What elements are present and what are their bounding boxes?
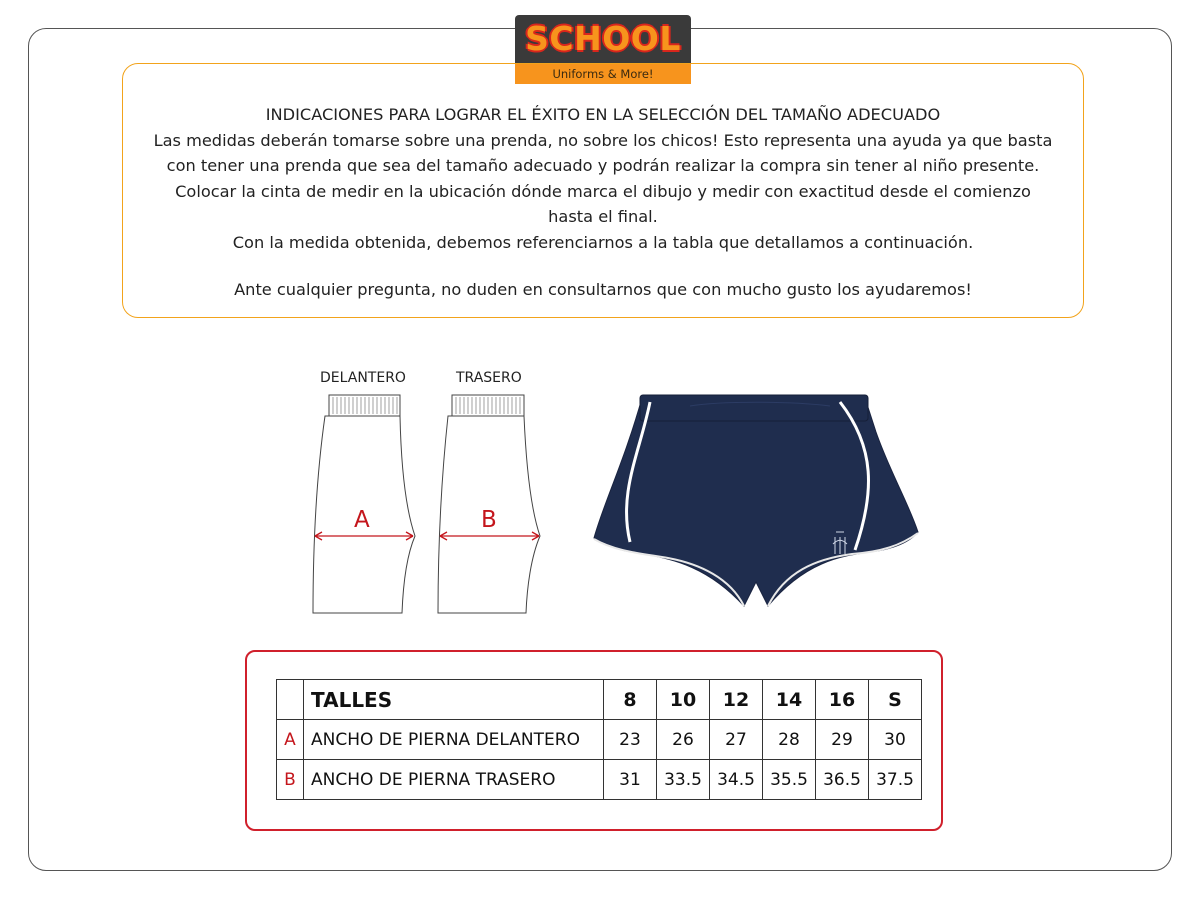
table-cell: 33.5 [657, 760, 710, 800]
table-cell: 34.5 [710, 760, 763, 800]
table-cell [277, 680, 304, 720]
instructions-line: Las medidas deberán tomarse sobre una prenda, no sobre los chicos! Esto representa una ayuda ya que basta [153, 130, 1053, 150]
instructions-line: hasta el final. [548, 207, 658, 226]
instructions-line: con tener una prenda que sea del tamaño adecuado y podrán realizar la compra sin tener al niño presente. [166, 156, 1040, 175]
size-header: 12 [710, 680, 763, 720]
instructions-box [122, 63, 1084, 318]
back-leg-sketch [432, 392, 547, 618]
front-marker-label: A [354, 507, 370, 533]
row-key: A [277, 720, 304, 760]
table-cell: 29 [816, 720, 869, 760]
size-header: 10 [657, 680, 710, 720]
logo-wordmark: SCHOOL [525, 19, 681, 58]
table-row [277, 720, 922, 760]
table-cell: 26 [657, 720, 710, 760]
table-cell: 36.5 [816, 760, 869, 800]
front-label: DELANTERO [320, 370, 406, 386]
table-cell: 31 [604, 760, 657, 800]
row-key: B [277, 760, 304, 800]
row-label: ANCHO DE PIERNA DELANTERO [304, 720, 604, 760]
table-row [277, 760, 922, 800]
table-cell: 28 [763, 720, 816, 760]
table-cell: 27 [710, 720, 763, 760]
back-label: TRASERO [456, 370, 522, 386]
table-cell: 23 [604, 720, 657, 760]
front-leg-sketch [305, 392, 420, 618]
table-cell: 37.5 [869, 760, 922, 800]
table-header-row [277, 680, 922, 720]
table-cell: 30 [869, 720, 922, 760]
size-header: 8 [604, 680, 657, 720]
instructions-line: Con la medida obtenida, debemos referenciarnos a la tabla que detallamos a continuación. [232, 232, 974, 252]
logo-tagline: Uniforms & More! [515, 64, 691, 84]
instructions-heading: INDICACIONES PARA LOGRAR EL ÉXITO EN LA SELECCIÓN DEL TAMAÑO ADECUADO [265, 105, 941, 124]
size-table [276, 679, 922, 800]
table-cell: 35.5 [763, 760, 816, 800]
logo-top-band [515, 15, 691, 64]
size-header: 16 [816, 680, 869, 720]
instructions-line: Colocar la cinta de medir en la ubicación dónde marca el dibujo y medir con exactitud desde el comienzo [175, 181, 1031, 201]
instructions-closing: Ante cualquier pregunta, no duden en consultarnos que con mucho gusto los ayudaremos! [234, 280, 972, 299]
row-label: ANCHO DE PIERNA TRASERO [304, 760, 604, 800]
size-header: 14 [763, 680, 816, 720]
back-marker-label: B [481, 507, 497, 533]
size-header: S [869, 680, 922, 720]
shorts-product-image [590, 392, 922, 612]
talles-header: TALLES [304, 680, 604, 720]
